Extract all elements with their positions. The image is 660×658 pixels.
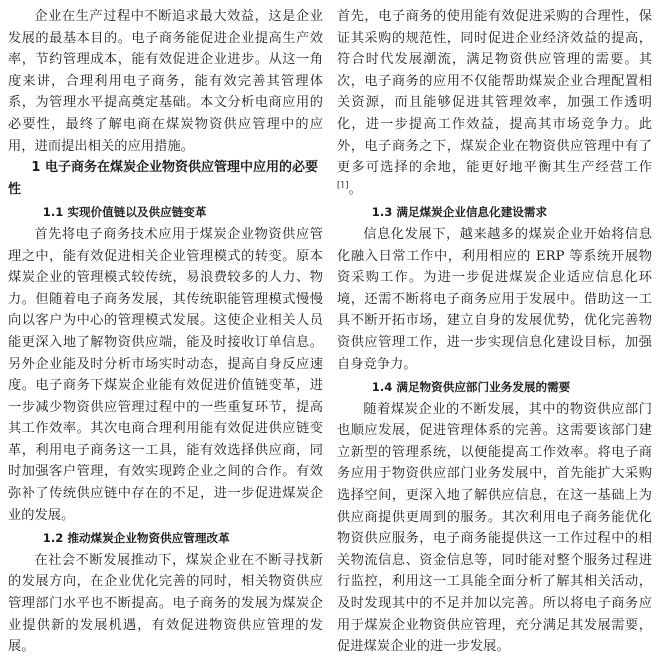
section-1-1-heading: 1.1 实现价值链以及供应链变革 [42,205,207,220]
section-1-1-paragraph: 首先将电子商务技术应用于煤炭企业物资供应管理之中，能有效促进相关企业管理模式的转变。原本煤炭企业的管理模式较传统，易浪费较多的人力、物力。但随着电子商务发展，其传统职能管理模式慢慢向以客户为中心的管理模式发展。这使企业相关人员能更深入地了解物资供应端，能及时接收订单信息。另外企业能及时分析市场实时动态，提高自身反应速度。电子商务下煤炭企业能有效促进价值链变革，进一步减少物资供应管理过程中的一些重复环节，提高其工作效率。其次电商合理利用能有效促进供应链变革，利用电子商务这一工具，能有效选择供应商，同时加强客户管理，有效实现跨企业之间的合作。有效弥补了传统供应链中存在的不足，进一步促进煤炭企业的发展。 [8,226,323,523]
section-1-heading: 1 电子商务在煤炭企业物资供应管理中应用的必要性 [8,160,318,197]
section-1-3-paragraph: 信息化发展下，越来越多的煤炭企业开始将信息化融入日常工作中，利用相应的 ERP 等系统开展物资采购工作。为进一步促进煤炭企业适应信息化环境，还需不断将电子商务应用于发展中。借助这一工具不断开拓市场，建立自身的发展优势，优化完善物资供应管理工作，进一步实现信息化建设目标，加强自身竞争力。 [337,226,652,372]
section-1-4-paragraph: 随着煤炭企业的不断发展，其中的物资供应部门也顺应发展，促进管理体系的完善。这需要该部门建立新型的管理系统，以便能提高工作效率。将电子商务应用于物资供应部门业务发展中，首先能扩大采购选择空间，更深入地了解供应信息，在这一基础上为供应商提供更周到的服务。其次利用电子商务能优化物资供应服务，电子商务能提供这一工作过程中的相关物流信息、资金信息等，同时能对整个服务过程进行监控，利用这一工具能全面分析了解其相关活动，及时发现其中的不足并加以完善。所以将电子商务应用于煤炭企业物资供应管理，充分满足其发展需要，促进煤炭企业的进一步发展。 [337,401,652,655]
continued-text: 首先，电子商务的使用能有效促进采购的合理性，保证其采购的规范性，同时促进企业经济效益的提高，符合时代发展潮流，满足物资供应管理的需要。其次，电子商务的应用不仅能帮助煤炭企业合理配置相关资源，而且能够促进其管理效率，加强工作透明化，进一步提高工作效益，提高其市场竞争力。此外，电子商务之下，煤炭企业在物资供应管理中有了更多可选择的余地，能更好地平衡其生产经营工作 [337,9,652,176]
section-1-2-heading: 1.2 推动煤炭企业物资供应管理改革 [42,531,230,546]
section-1-4-heading: 1.4 满足物资供应部门业务发展的需要 [371,380,571,395]
citation-marker: [1] [337,180,349,190]
section-1-2-paragraph: 在社会不断发展推动下，煤炭企业在不断寻找新的发展方向，在企业优化完善的同时，相关物资供应管理部门水平也不断提高。电子商务的发展为煤炭企业提供新的发展机遇，有效促进物资供应管理的发展。 [8,552,323,655]
continued-paragraph [337,6,652,200]
right-column [337,6,652,655]
continued-text-end: 。 [348,181,362,197]
left-column [8,6,323,655]
section-1-3-heading: 1.3 满足煤炭企业信息化建设需求 [371,205,548,220]
intro-paragraph: 企业在生产过程中不断追求最大效益，这是企业发展的最基本目的。电子商务能促进企业提高生产效率，节约管理成本，能有效促进企业进步。从这一角度来讲，合理利用电子商务，能有效完善其管理体系，为管理水平提高奠定基础。本文分析电商应用的必要性，最终了解电商在煤炭物资供应管理中的应用，进而提出相关的应用措施。 [8,9,323,154]
